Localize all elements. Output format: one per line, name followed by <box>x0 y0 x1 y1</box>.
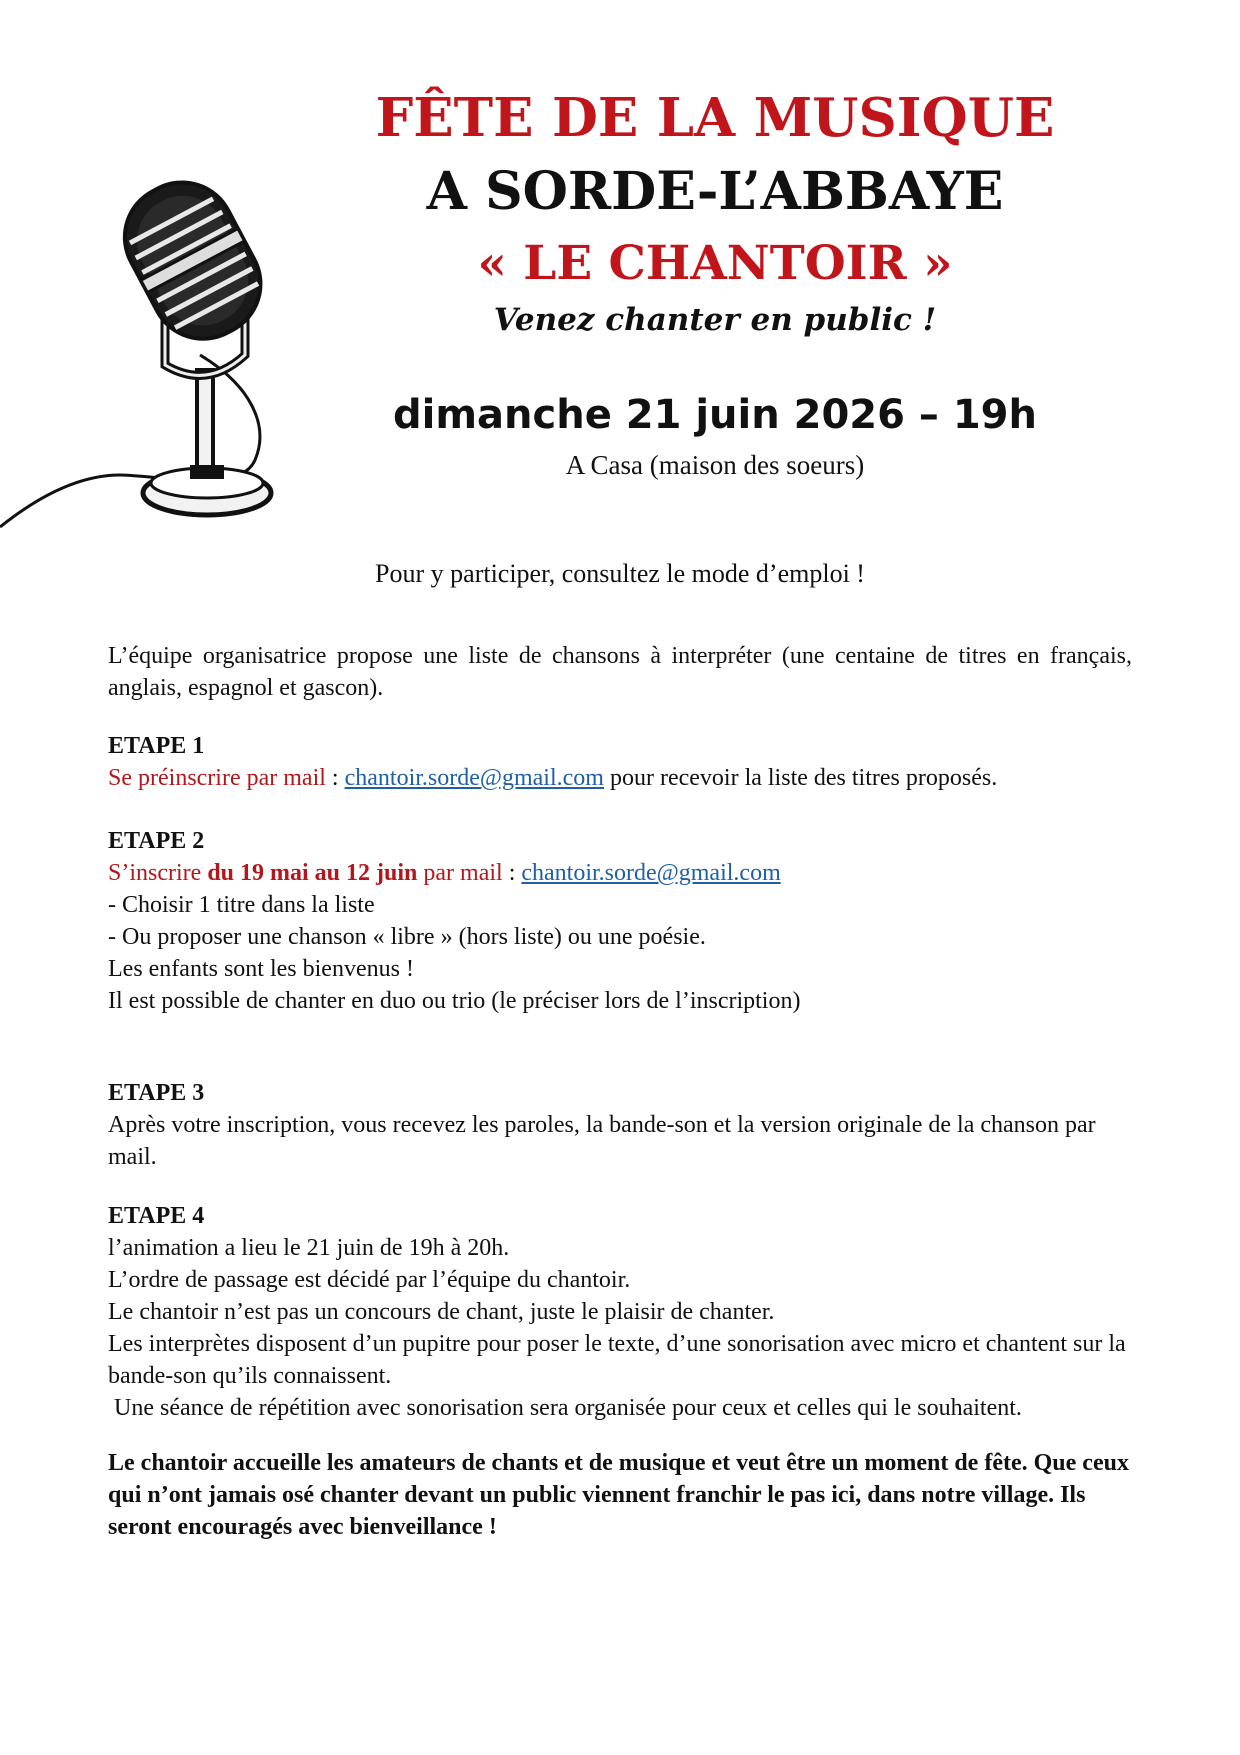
etape2-line: Il est possible de chanter en duo ou trio (le préciser lors de l’inscription) <box>108 988 801 1014</box>
etape4-line: L’ordre de passage est décidé par l’équipe du chantoir. <box>108 1267 631 1293</box>
etape2-heading: ETAPE 2 <box>108 828 205 854</box>
etape4-heading: ETAPE 4 <box>108 1203 205 1229</box>
etape2-dates: du 19 mai au 12 juin <box>207 860 418 886</box>
etape1-email-link[interactable]: chantoir.sorde@gmail.com <box>344 765 604 791</box>
etape3-section <box>108 1077 1132 1173</box>
page-title: FÊTE DE LA MUSIQUE <box>375 87 1055 149</box>
etape2-by-mail: par mail <box>417 860 503 886</box>
etape1-heading: ETAPE 1 <box>108 733 205 759</box>
tagline: Venez chanter en public ! <box>493 302 937 338</box>
intro-text: Pour y participer, consultez le mode d’emploi ! <box>375 559 865 588</box>
vintage-microphone-icon <box>0 175 290 545</box>
etape2-prefix: S’inscrire <box>108 860 208 886</box>
etape1-section <box>108 730 1132 794</box>
etape2-line: - Ou proposer une chanson « libre » (hors liste) ou une poésie. <box>108 924 706 950</box>
etape1-colon: : <box>325 765 345 791</box>
etape2-section <box>108 825 1132 1017</box>
description: L’équipe organisatrice propose une liste de chansons à interpréter (une centaine de titres en français, anglais, espagnol et gascon). <box>108 643 1132 701</box>
etape2-signup-line <box>108 857 1132 889</box>
etape3-text: Après votre inscription, vous recevez les paroles, la bande-son et la version originale de la chanson par mail. <box>108 1112 1096 1170</box>
location-heading: A SORDE-L’ABBAYE <box>426 161 1004 222</box>
event-datetime: dimanche 21 juin 2026 – 19h <box>393 392 1037 438</box>
etape4-section <box>108 1200 1132 1424</box>
etape2-email-link[interactable]: chantoir.sorde@gmail.com <box>521 860 781 886</box>
etape2-colon: : <box>502 860 522 886</box>
etape2-line: - Choisir 1 titre dans la liste <box>108 892 375 918</box>
etape4-line: l’animation a lieu le 21 juin de 19h à 20h. <box>108 1235 510 1261</box>
event-name: « LE CHANTOIR » <box>477 236 953 291</box>
etape1-line <box>108 762 1132 794</box>
etape4-line: Le chantoir n’est pas un concours de chant, juste le plaisir de chanter. <box>108 1299 775 1325</box>
etape4-line: Une séance de répétition avec sonorisation sera organisée pour ceux et celles qui le souhaitent. <box>108 1395 1022 1421</box>
etape1-prefix: Se préinscrire par mail <box>108 765 326 791</box>
closing-text: Le chantoir accueille les amateurs de chants et de musique et veut être un moment de fête. Que ceux qui n’ont jamais osé chanter devant un public viennent franchir le pas ici, dans notre village. Ils seront encouragés avec bienveillance ! <box>108 1450 1129 1540</box>
etape1-suffix: pour recevoir la liste des titres proposés. <box>603 765 998 791</box>
etape2-line: Les enfants sont les bienvenus ! <box>108 956 414 982</box>
etape3-heading: ETAPE 3 <box>108 1080 205 1106</box>
etape4-line: Les interprètes disposent d’un pupitre pour poser le texte, d’une sonorisation avec micro et chantent sur la bande-son qu’ils connaissent. <box>108 1331 1126 1389</box>
event-venue: A Casa (maison des soeurs) <box>565 450 865 480</box>
